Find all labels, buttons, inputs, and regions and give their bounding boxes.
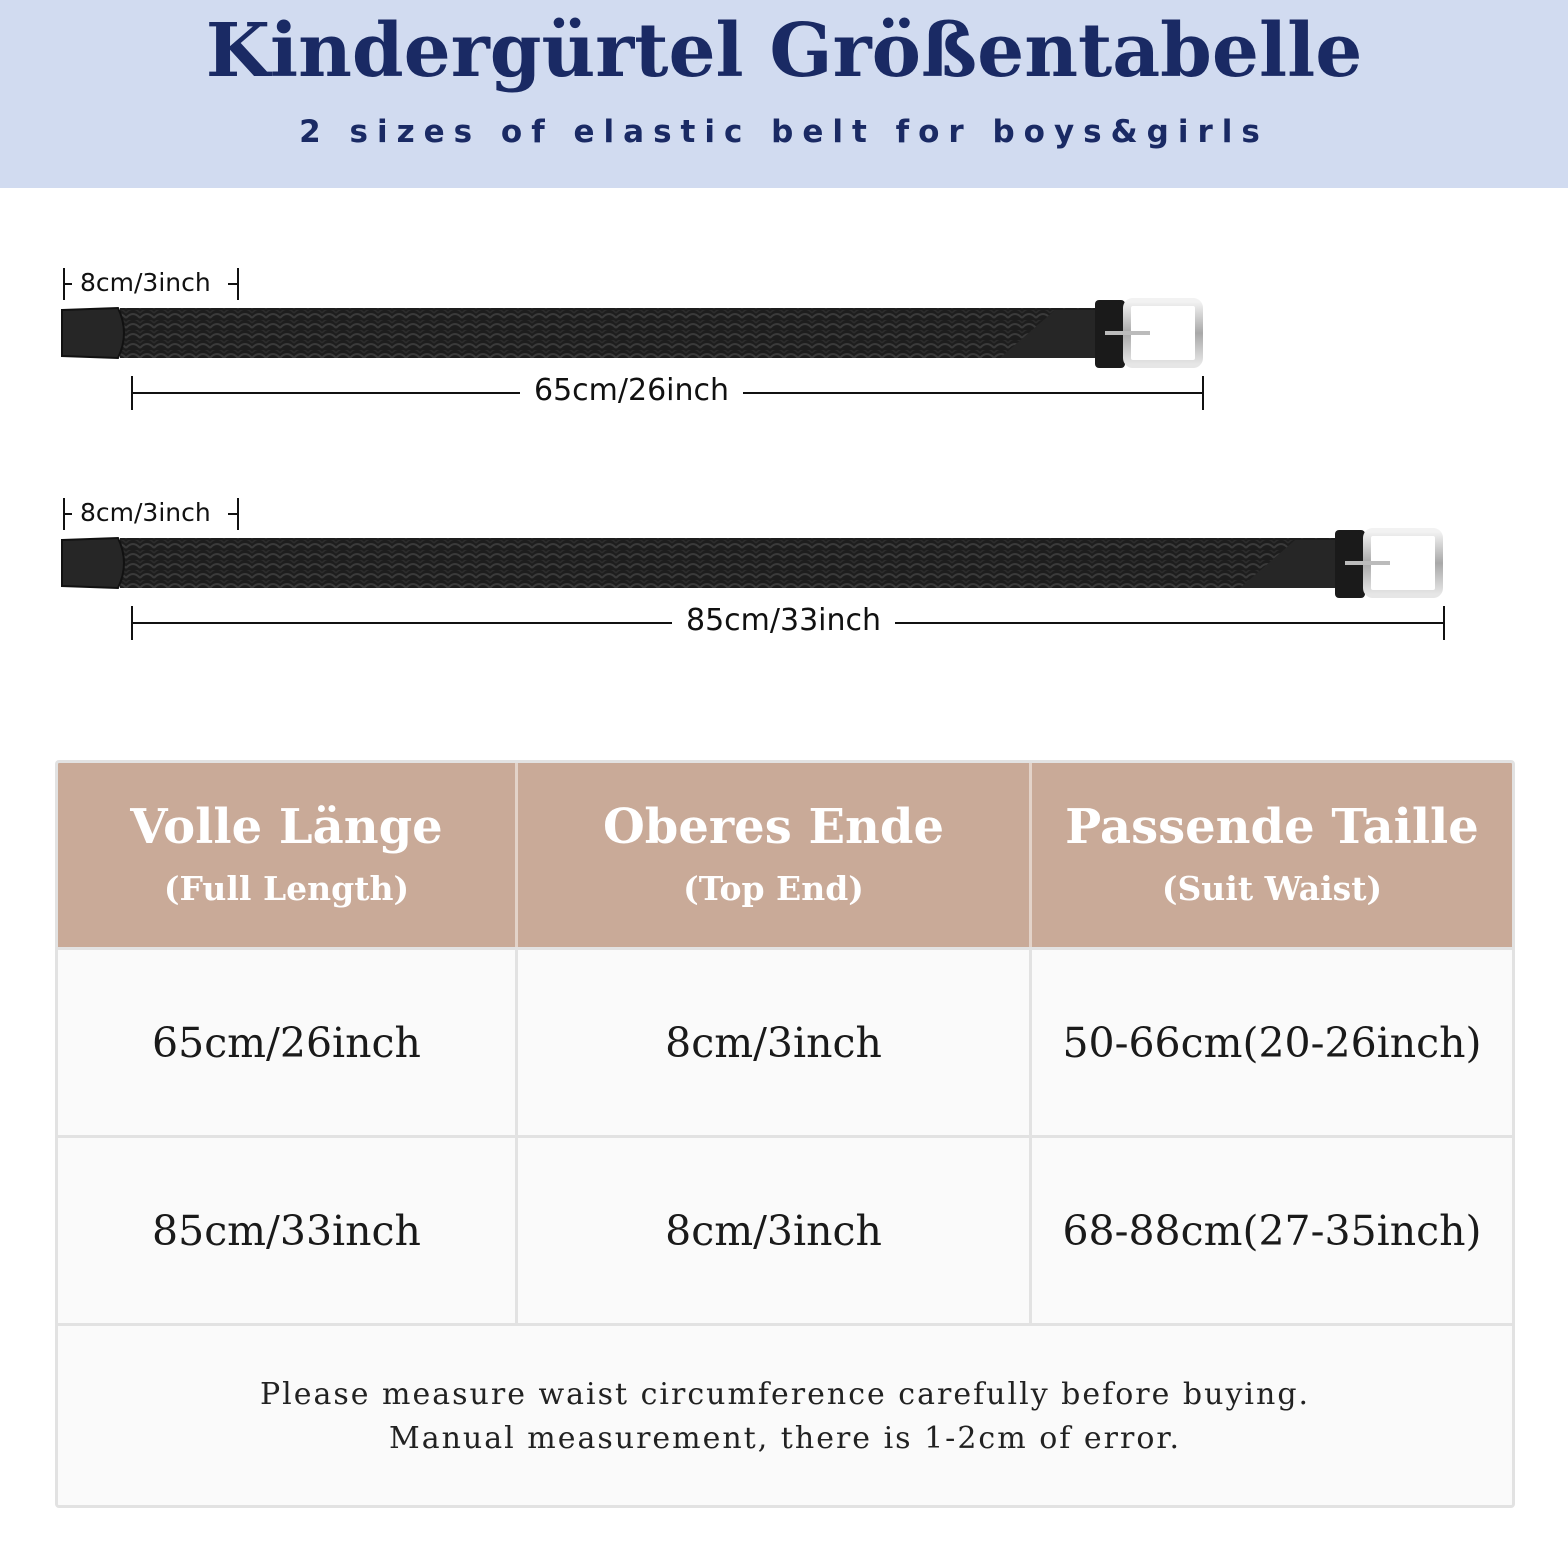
table-cell-suit-waist: 68-88cm(27-35inch) [1062, 1206, 1482, 1255]
table-cell-full-length: 85cm/33inch [58, 1138, 518, 1323]
column-header-full-length: Volle Länge (Full Length) [58, 763, 518, 947]
belt-illustrations [0, 230, 1568, 670]
table-cell-suit-waist: 50-66cm(20-26inch) [1062, 1018, 1482, 1067]
page-subtitle: 2 sizes of elastic belt for boys&girls [299, 114, 1269, 150]
belt-short-strap [120, 308, 1100, 358]
belt-long-top-end-label: 8cm/3inch [80, 498, 211, 527]
belt-long-length-label: 85cm/33inch [672, 603, 895, 638]
size-table-header [58, 763, 1512, 947]
belt-short-top-end-label: 8cm/3inch [80, 268, 211, 297]
belt-short-tip [62, 308, 124, 358]
belt-long-tip [62, 538, 124, 588]
table-cell-top-end: 8cm/3inch [518, 950, 1032, 1135]
belt-short-length-label: 65cm/26inch [520, 373, 743, 408]
note-line-1: Please measure waist circumference carefully before buying. [259, 1377, 1311, 1412]
column-header-top-end: Oberes Ende (Top End) [518, 763, 1032, 947]
belt-long-strap [120, 538, 1342, 588]
size-table [55, 760, 1515, 1508]
table-cell-full-length: 65cm/26inch [58, 950, 518, 1135]
note-line-2: Manual measurement, there is 1-2cm of error. [389, 1421, 1181, 1456]
header-banner [0, 0, 1568, 188]
table-cell-top-end: 8cm/3inch [518, 1138, 1032, 1323]
column-header-suit-waist: Passende Taille (Suit Waist) [1065, 799, 1479, 908]
page-title: Kindergürtel Größentabelle [205, 8, 1363, 94]
table-row [58, 1135, 1512, 1323]
table-row [58, 947, 1512, 1135]
measurement-note [58, 1323, 1512, 1508]
